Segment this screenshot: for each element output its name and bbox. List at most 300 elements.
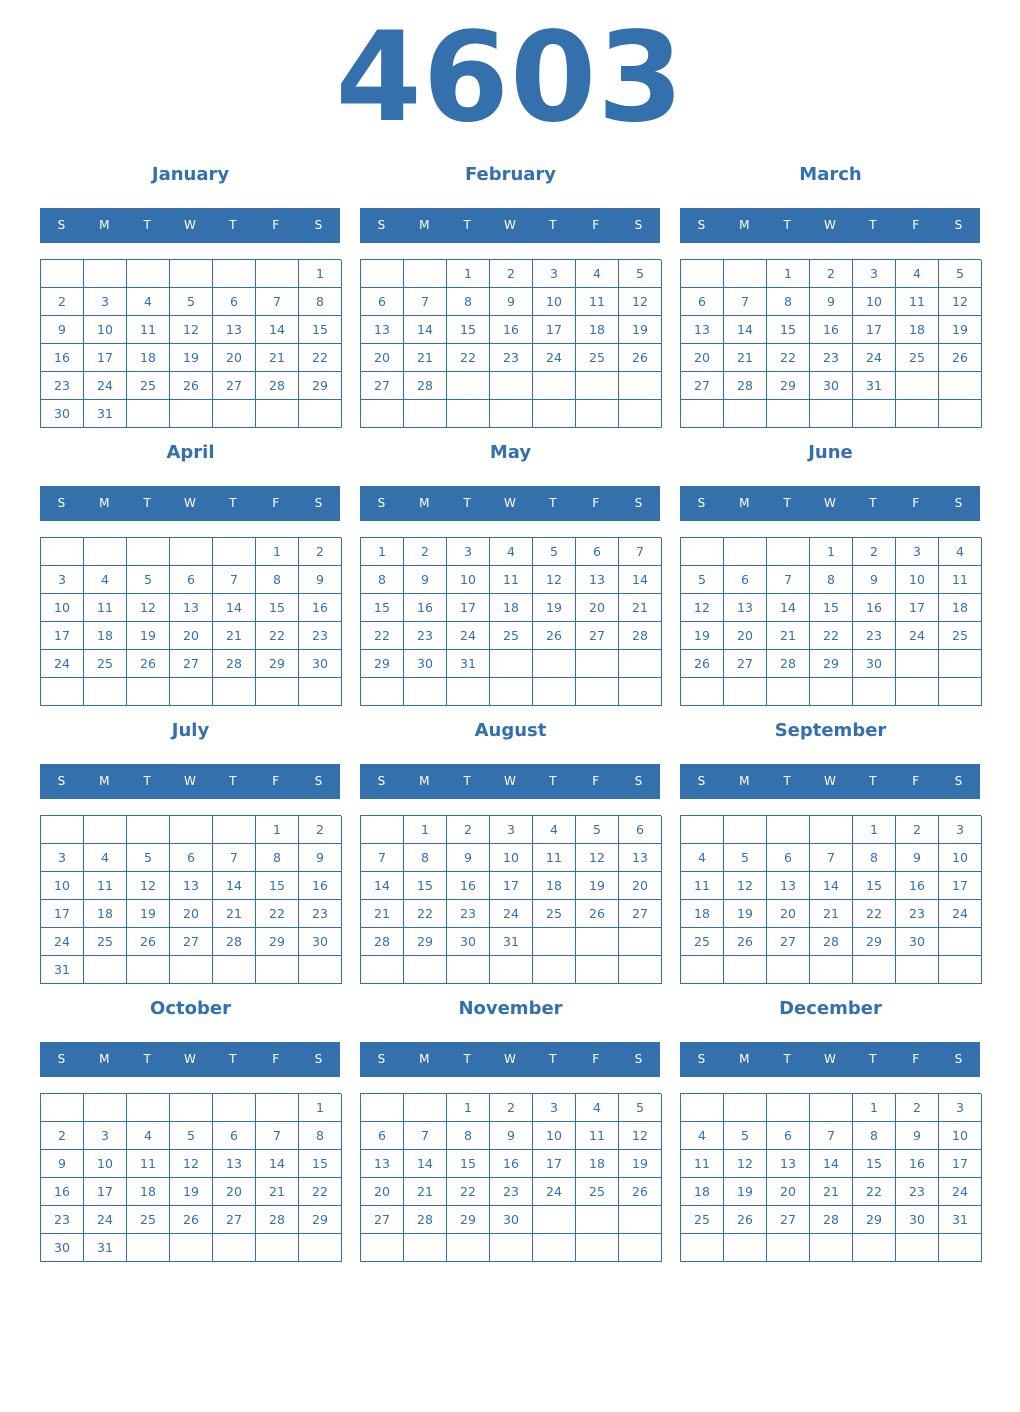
weekday-header: T xyxy=(549,1052,557,1066)
weekday-header: T xyxy=(143,218,151,232)
empty-day-cell xyxy=(681,1234,724,1262)
day-cell: 6 xyxy=(767,844,810,872)
day-cell: 2 xyxy=(299,816,342,844)
day-cell: 22 xyxy=(853,900,896,928)
empty-day-cell xyxy=(939,678,982,706)
empty-day-cell xyxy=(853,1234,896,1262)
empty-day-cell xyxy=(84,956,127,984)
weekday-header: F xyxy=(912,774,920,788)
weekday-header: M xyxy=(739,774,750,788)
day-cell: 8 xyxy=(256,844,299,872)
weekday-header-row xyxy=(360,486,660,521)
weekday-header: S xyxy=(697,218,706,232)
day-cell: 29 xyxy=(447,1206,490,1234)
weekday-header: M xyxy=(419,1052,430,1066)
day-cell: 25 xyxy=(84,928,127,956)
day-cell: 25 xyxy=(490,622,533,650)
day-cell: 11 xyxy=(127,316,170,344)
day-grid xyxy=(40,537,341,706)
empty-day-cell xyxy=(576,678,619,706)
day-cell: 25 xyxy=(533,900,576,928)
day-cell: 24 xyxy=(533,344,576,372)
weekday-header: S xyxy=(954,1052,963,1066)
day-cell: 18 xyxy=(939,594,982,622)
empty-day-cell xyxy=(256,1094,299,1122)
empty-day-cell xyxy=(361,678,404,706)
day-cell: 13 xyxy=(576,566,619,594)
day-cell: 23 xyxy=(810,344,853,372)
empty-day-cell xyxy=(576,928,619,956)
empty-day-cell xyxy=(404,1094,447,1122)
day-cell: 18 xyxy=(490,594,533,622)
day-cell: 29 xyxy=(299,372,342,400)
empty-day-cell xyxy=(896,372,939,400)
day-cell: 15 xyxy=(853,872,896,900)
weekday-header: S xyxy=(954,774,963,788)
weekday-header-row xyxy=(680,764,980,799)
day-cell: 18 xyxy=(127,344,170,372)
day-cell: 30 xyxy=(447,928,490,956)
weekday-header: F xyxy=(272,1052,280,1066)
empty-day-cell xyxy=(533,650,576,678)
empty-day-cell xyxy=(810,678,853,706)
empty-day-cell xyxy=(619,928,662,956)
day-cell: 4 xyxy=(84,566,127,594)
weekday-header: T xyxy=(549,774,557,788)
weekday-header: F xyxy=(272,496,280,510)
day-cell: 6 xyxy=(170,566,213,594)
weekday-header: T xyxy=(229,218,237,232)
day-cell: 21 xyxy=(256,344,299,372)
day-cell: 10 xyxy=(533,1122,576,1150)
day-cell: 5 xyxy=(619,260,662,288)
empty-day-cell xyxy=(490,678,533,706)
day-cell: 2 xyxy=(41,288,84,316)
weekday-header: M xyxy=(99,774,110,788)
day-cell: 24 xyxy=(939,900,982,928)
empty-day-cell xyxy=(127,956,170,984)
day-cell: 24 xyxy=(533,1178,576,1206)
day-cell: 18 xyxy=(681,1178,724,1206)
empty-day-cell xyxy=(41,816,84,844)
empty-day-cell xyxy=(767,956,810,984)
day-cell: 9 xyxy=(299,844,342,872)
day-cell: 12 xyxy=(619,1122,662,1150)
day-cell: 1 xyxy=(299,260,342,288)
day-cell: 15 xyxy=(256,594,299,622)
day-cell: 31 xyxy=(853,372,896,400)
empty-day-cell xyxy=(213,1094,256,1122)
day-cell: 27 xyxy=(767,1206,810,1234)
day-cell: 8 xyxy=(853,1122,896,1150)
weekday-header: M xyxy=(419,218,430,232)
day-cell: 6 xyxy=(170,844,213,872)
weekday-header: M xyxy=(99,496,110,510)
day-cell: 2 xyxy=(810,260,853,288)
day-cell: 2 xyxy=(447,816,490,844)
day-cell: 13 xyxy=(170,594,213,622)
month-name: May xyxy=(489,442,532,463)
day-cell: 17 xyxy=(939,872,982,900)
day-cell: 21 xyxy=(256,1178,299,1206)
day-grid xyxy=(680,1093,981,1262)
day-cell: 5 xyxy=(939,260,982,288)
day-cell: 12 xyxy=(127,872,170,900)
empty-day-cell xyxy=(404,956,447,984)
day-cell: 2 xyxy=(853,538,896,566)
weekday-header: S xyxy=(314,1052,323,1066)
day-cell: 30 xyxy=(490,1206,533,1234)
weekday-header: T xyxy=(869,1052,877,1066)
day-cell: 28 xyxy=(213,650,256,678)
empty-day-cell xyxy=(619,372,662,400)
day-cell: 23 xyxy=(404,622,447,650)
empty-day-cell xyxy=(619,956,662,984)
day-cell: 19 xyxy=(619,1150,662,1178)
empty-day-cell xyxy=(810,816,853,844)
day-cell: 9 xyxy=(299,566,342,594)
day-cell: 2 xyxy=(490,260,533,288)
day-cell: 26 xyxy=(170,1206,213,1234)
weekday-header: T xyxy=(463,218,471,232)
day-grid xyxy=(40,259,341,428)
empty-day-cell xyxy=(361,816,404,844)
day-cell: 15 xyxy=(299,316,342,344)
empty-day-cell xyxy=(256,678,299,706)
empty-day-cell xyxy=(767,816,810,844)
month-name: June xyxy=(808,442,853,463)
day-cell: 14 xyxy=(724,316,767,344)
empty-day-cell xyxy=(896,956,939,984)
empty-day-cell xyxy=(84,816,127,844)
day-cell: 26 xyxy=(619,344,662,372)
empty-day-cell xyxy=(490,650,533,678)
month-name: September xyxy=(774,720,887,741)
day-cell: 11 xyxy=(896,288,939,316)
day-cell: 29 xyxy=(853,928,896,956)
day-cell: 8 xyxy=(404,844,447,872)
day-cell: 13 xyxy=(724,594,767,622)
day-cell: 30 xyxy=(41,400,84,428)
day-cell: 24 xyxy=(447,622,490,650)
weekday-header: S xyxy=(634,496,643,510)
weekday-header: T xyxy=(869,496,877,510)
day-cell: 19 xyxy=(724,1178,767,1206)
day-cell: 21 xyxy=(724,344,767,372)
day-cell: 10 xyxy=(41,594,84,622)
day-cell: 7 xyxy=(256,288,299,316)
day-cell: 24 xyxy=(853,344,896,372)
day-cell: 30 xyxy=(810,372,853,400)
weekday-header-row xyxy=(360,1042,660,1077)
empty-day-cell xyxy=(213,956,256,984)
day-cell: 4 xyxy=(127,1122,170,1150)
day-cell: 29 xyxy=(853,1206,896,1234)
day-cell: 7 xyxy=(810,1122,853,1150)
empty-day-cell xyxy=(810,1094,853,1122)
empty-day-cell xyxy=(170,816,213,844)
empty-day-cell xyxy=(724,400,767,428)
day-cell: 12 xyxy=(681,594,724,622)
day-cell: 27 xyxy=(619,900,662,928)
empty-day-cell xyxy=(84,678,127,706)
weekday-header: F xyxy=(912,496,920,510)
day-cell: 4 xyxy=(681,844,724,872)
empty-day-cell xyxy=(299,678,342,706)
empty-day-cell xyxy=(361,400,404,428)
day-grid xyxy=(360,259,661,428)
weekday-header: S xyxy=(697,496,706,510)
day-cell: 15 xyxy=(361,594,404,622)
empty-day-cell xyxy=(84,1094,127,1122)
day-cell: 10 xyxy=(447,566,490,594)
day-cell: 26 xyxy=(724,1206,767,1234)
day-cell: 22 xyxy=(361,622,404,650)
day-cell: 27 xyxy=(170,928,213,956)
day-cell: 9 xyxy=(41,1150,84,1178)
day-cell: 6 xyxy=(576,538,619,566)
day-cell: 7 xyxy=(767,566,810,594)
day-cell: 16 xyxy=(896,872,939,900)
day-cell: 17 xyxy=(533,316,576,344)
weekday-header: T xyxy=(229,1052,237,1066)
day-cell: 2 xyxy=(299,538,342,566)
day-cell: 17 xyxy=(84,1178,127,1206)
empty-day-cell xyxy=(127,1234,170,1262)
day-cell: 12 xyxy=(533,566,576,594)
weekday-header: W xyxy=(184,1052,196,1066)
day-cell: 30 xyxy=(896,928,939,956)
day-cell: 17 xyxy=(490,872,533,900)
day-cell: 14 xyxy=(404,1150,447,1178)
weekday-header: T xyxy=(463,1052,471,1066)
day-cell: 15 xyxy=(299,1150,342,1178)
day-cell: 22 xyxy=(853,1178,896,1206)
empty-day-cell xyxy=(724,1234,767,1262)
empty-day-cell xyxy=(533,956,576,984)
day-cell: 20 xyxy=(170,622,213,650)
day-cell: 24 xyxy=(939,1178,982,1206)
empty-day-cell xyxy=(681,1094,724,1122)
day-cell: 15 xyxy=(447,316,490,344)
day-cell: 6 xyxy=(681,288,724,316)
day-cell: 4 xyxy=(84,844,127,872)
empty-day-cell xyxy=(41,1094,84,1122)
day-cell: 7 xyxy=(619,538,662,566)
empty-day-cell xyxy=(939,928,982,956)
empty-day-cell xyxy=(213,260,256,288)
day-cell: 18 xyxy=(681,900,724,928)
day-cell: 6 xyxy=(361,288,404,316)
day-cell: 1 xyxy=(810,538,853,566)
day-cell: 4 xyxy=(490,538,533,566)
empty-day-cell xyxy=(896,400,939,428)
day-cell: 25 xyxy=(896,344,939,372)
day-cell: 25 xyxy=(127,1206,170,1234)
day-cell: 21 xyxy=(213,900,256,928)
day-cell: 8 xyxy=(299,288,342,316)
day-cell: 26 xyxy=(724,928,767,956)
day-cell: 11 xyxy=(533,844,576,872)
empty-day-cell xyxy=(724,816,767,844)
empty-day-cell xyxy=(170,400,213,428)
day-cell: 10 xyxy=(939,1122,982,1150)
empty-day-cell xyxy=(41,260,84,288)
day-cell: 10 xyxy=(533,288,576,316)
day-cell: 20 xyxy=(767,900,810,928)
empty-day-cell xyxy=(533,1234,576,1262)
day-cell: 17 xyxy=(896,594,939,622)
day-cell: 8 xyxy=(767,288,810,316)
day-cell: 21 xyxy=(404,344,447,372)
day-cell: 24 xyxy=(41,650,84,678)
day-cell: 16 xyxy=(299,594,342,622)
day-cell: 24 xyxy=(896,622,939,650)
month-name: October xyxy=(150,998,231,1019)
day-cell: 26 xyxy=(619,1178,662,1206)
day-grid xyxy=(680,537,981,706)
weekday-header: T xyxy=(783,774,791,788)
day-cell: 22 xyxy=(256,900,299,928)
day-cell: 10 xyxy=(84,1150,127,1178)
weekday-header: S xyxy=(377,218,386,232)
day-cell: 8 xyxy=(299,1122,342,1150)
day-cell: 26 xyxy=(127,928,170,956)
day-cell: 20 xyxy=(361,1178,404,1206)
empty-day-cell xyxy=(724,538,767,566)
day-cell: 16 xyxy=(490,316,533,344)
day-cell: 11 xyxy=(681,872,724,900)
weekday-header: T xyxy=(549,218,557,232)
empty-day-cell xyxy=(619,400,662,428)
empty-day-cell xyxy=(127,816,170,844)
day-cell: 6 xyxy=(213,288,256,316)
empty-day-cell xyxy=(619,1234,662,1262)
weekday-header: W xyxy=(504,774,516,788)
empty-day-cell xyxy=(213,1234,256,1262)
empty-day-cell xyxy=(404,260,447,288)
day-cell: 10 xyxy=(84,316,127,344)
day-cell: 20 xyxy=(213,1178,256,1206)
day-cell: 27 xyxy=(361,1206,404,1234)
weekday-header: S xyxy=(314,496,323,510)
day-cell: 29 xyxy=(404,928,447,956)
day-cell: 21 xyxy=(213,622,256,650)
empty-day-cell xyxy=(41,678,84,706)
day-cell: 3 xyxy=(41,844,84,872)
weekday-header: T xyxy=(229,496,237,510)
month-name: April xyxy=(166,442,215,463)
weekday-header: W xyxy=(504,218,516,232)
day-cell: 1 xyxy=(256,538,299,566)
weekday-header: W xyxy=(184,496,196,510)
weekday-header: F xyxy=(592,496,600,510)
day-cell: 15 xyxy=(256,872,299,900)
day-cell: 5 xyxy=(533,538,576,566)
day-grid xyxy=(40,1093,341,1262)
empty-day-cell xyxy=(170,1094,213,1122)
day-cell: 11 xyxy=(490,566,533,594)
weekday-header: M xyxy=(739,1052,750,1066)
day-cell: 7 xyxy=(404,288,447,316)
day-cell: 16 xyxy=(896,1150,939,1178)
weekday-header: T xyxy=(229,774,237,788)
day-cell: 9 xyxy=(404,566,447,594)
empty-day-cell xyxy=(299,400,342,428)
day-cell: 20 xyxy=(361,344,404,372)
day-cell: 27 xyxy=(576,622,619,650)
empty-day-cell xyxy=(404,678,447,706)
empty-day-cell xyxy=(767,538,810,566)
day-cell: 18 xyxy=(576,1150,619,1178)
day-cell: 9 xyxy=(810,288,853,316)
weekday-header: W xyxy=(504,496,516,510)
day-cell: 14 xyxy=(767,594,810,622)
day-cell: 14 xyxy=(256,316,299,344)
day-cell: 1 xyxy=(361,538,404,566)
day-cell: 10 xyxy=(41,872,84,900)
month-name: November xyxy=(458,998,563,1019)
day-cell: 3 xyxy=(853,260,896,288)
day-cell: 15 xyxy=(767,316,810,344)
day-cell: 18 xyxy=(127,1178,170,1206)
year-title: 4603 xyxy=(335,6,685,150)
weekday-header: T xyxy=(463,496,471,510)
day-cell: 1 xyxy=(447,1094,490,1122)
weekday-header: T xyxy=(869,218,877,232)
day-cell: 29 xyxy=(299,1206,342,1234)
day-cell: 3 xyxy=(84,1122,127,1150)
weekday-header-row xyxy=(360,208,660,243)
empty-day-cell xyxy=(896,678,939,706)
weekday-header: F xyxy=(272,218,280,232)
day-cell: 3 xyxy=(533,260,576,288)
empty-day-cell xyxy=(404,1234,447,1262)
day-cell: 11 xyxy=(939,566,982,594)
day-cell: 26 xyxy=(533,622,576,650)
empty-day-cell xyxy=(533,928,576,956)
empty-day-cell xyxy=(896,1234,939,1262)
weekday-header: S xyxy=(954,496,963,510)
day-cell: 24 xyxy=(490,900,533,928)
day-cell: 26 xyxy=(170,372,213,400)
month-name: August xyxy=(474,720,547,741)
day-cell: 29 xyxy=(256,928,299,956)
weekday-header: T xyxy=(463,774,471,788)
day-cell: 17 xyxy=(41,622,84,650)
empty-day-cell xyxy=(41,538,84,566)
day-cell: 25 xyxy=(576,344,619,372)
weekday-header-row xyxy=(680,486,980,521)
day-cell: 14 xyxy=(404,316,447,344)
day-cell: 9 xyxy=(41,316,84,344)
day-cell: 14 xyxy=(361,872,404,900)
empty-day-cell xyxy=(681,956,724,984)
day-cell: 30 xyxy=(404,650,447,678)
weekday-header: S xyxy=(314,218,323,232)
weekday-header: S xyxy=(377,496,386,510)
day-cell: 24 xyxy=(41,928,84,956)
day-cell: 12 xyxy=(127,594,170,622)
day-cell: 28 xyxy=(361,928,404,956)
day-cell: 8 xyxy=(447,288,490,316)
day-cell: 12 xyxy=(619,288,662,316)
day-cell: 8 xyxy=(447,1122,490,1150)
day-cell: 23 xyxy=(41,372,84,400)
day-cell: 2 xyxy=(896,816,939,844)
day-cell: 18 xyxy=(84,622,127,650)
day-cell: 25 xyxy=(939,622,982,650)
